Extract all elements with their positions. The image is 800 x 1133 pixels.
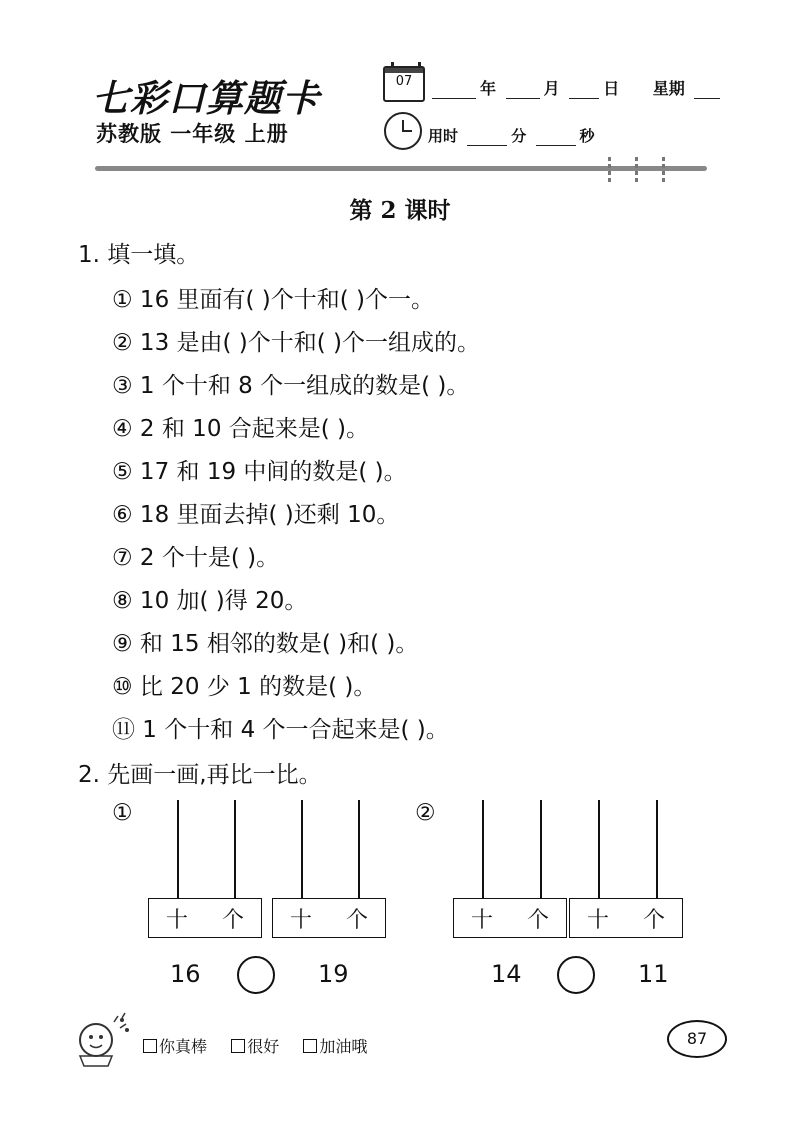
- date-weekday-label: 星期: [652, 79, 685, 98]
- divider-tick: [635, 157, 638, 183]
- ones-label: 个: [345, 907, 368, 933]
- abacus-rod: [301, 800, 303, 898]
- tens-label: 十: [165, 907, 188, 933]
- part-2-label: ②: [415, 800, 436, 826]
- q1-item: ⑨ 和 15 相邻的数是( )和( )。: [112, 631, 419, 657]
- abacus-rod: [540, 800, 542, 898]
- q1-item: ④ 2 和 10 合起来是( )。: [112, 416, 370, 442]
- q1-item: ⑤ 17 和 19 中间的数是( )。: [112, 459, 407, 485]
- q1-item: ⑩ 比 20 少 1 的数是( )。: [112, 674, 377, 700]
- divider-tick: [662, 157, 665, 183]
- abacus-rod: [358, 800, 360, 898]
- q1-item: ① 16 里面有( )个十和( )个一。: [112, 287, 435, 313]
- self-rating: [143, 1034, 367, 1057]
- time-sec-label: 秒: [579, 127, 595, 145]
- date-month-label: 月: [543, 79, 560, 98]
- q1-item: ⑥ 18 里面去掉( )还剩 10。: [112, 502, 400, 528]
- abacus-base: [453, 898, 567, 938]
- app-title: 七彩口算题卡: [92, 76, 320, 120]
- compare-number: 19: [318, 960, 349, 988]
- tens-label: 十: [289, 907, 312, 933]
- rating-label: 你真棒: [159, 1037, 208, 1056]
- time-used-label: 用时: [428, 127, 459, 145]
- abacus-rod: [598, 800, 600, 898]
- ones-label: 个: [221, 907, 244, 933]
- abacus-base: [272, 898, 386, 938]
- abacus-rod: [177, 800, 179, 898]
- mascot-icon: [70, 1010, 132, 1068]
- abacus-rod: [482, 800, 484, 898]
- abacus-rod: [234, 800, 236, 898]
- rating-checkbox[interactable]: [303, 1039, 317, 1053]
- page-number: 87: [667, 1020, 727, 1058]
- compare-number: 11: [638, 960, 669, 988]
- ones-label: 个: [526, 907, 549, 933]
- compare-circle[interactable]: [237, 956, 275, 994]
- q1-item: ② 13 是由( )个十和( )个一组成的。: [112, 330, 481, 356]
- compare-circle[interactable]: [557, 956, 595, 994]
- calendar-icon: [383, 66, 425, 102]
- calendar-number: 07: [395, 74, 413, 89]
- part-1-label: ①: [112, 800, 133, 826]
- abacus-base: [148, 898, 262, 938]
- tens-label: 十: [586, 907, 609, 933]
- abacus-base: [569, 898, 683, 938]
- question-1-label: 1. 填一填。: [78, 242, 200, 268]
- rating-checkbox[interactable]: [231, 1039, 245, 1053]
- compare-number: 16: [170, 960, 201, 988]
- q1-item: ③ 1 个十和 8 个一组成的数是( )。: [112, 373, 470, 399]
- date-line: [428, 76, 724, 99]
- lesson-title: 第 2 课时: [349, 197, 451, 224]
- abacus-rod: [656, 800, 658, 898]
- q1-item: ⑦ 2 个十是( )。: [112, 545, 280, 571]
- q1-item: ⑧ 10 加( )得 20。: [112, 588, 308, 614]
- ones-label: 个: [642, 907, 665, 933]
- clock-icon: [384, 112, 422, 150]
- date-day-label: 日: [603, 79, 620, 98]
- q1-item: ⑪ 1 个十和 4 个一合起来是( )。: [112, 717, 449, 743]
- header-divider: [95, 166, 707, 171]
- rating-checkbox[interactable]: [143, 1039, 157, 1053]
- edition-label: 苏教版 一年级 上册: [96, 122, 289, 146]
- time-min-label: 分: [511, 127, 527, 145]
- date-year-label: 年: [480, 79, 497, 98]
- question-2-label: 2. 先画一画,再比一比。: [78, 762, 322, 788]
- divider-tick: [608, 157, 611, 183]
- time-line: [428, 125, 595, 146]
- compare-number: 14: [491, 960, 522, 988]
- rating-label: 很好: [247, 1037, 280, 1056]
- rating-label: 加油哦: [319, 1037, 368, 1056]
- tens-label: 十: [470, 907, 493, 933]
